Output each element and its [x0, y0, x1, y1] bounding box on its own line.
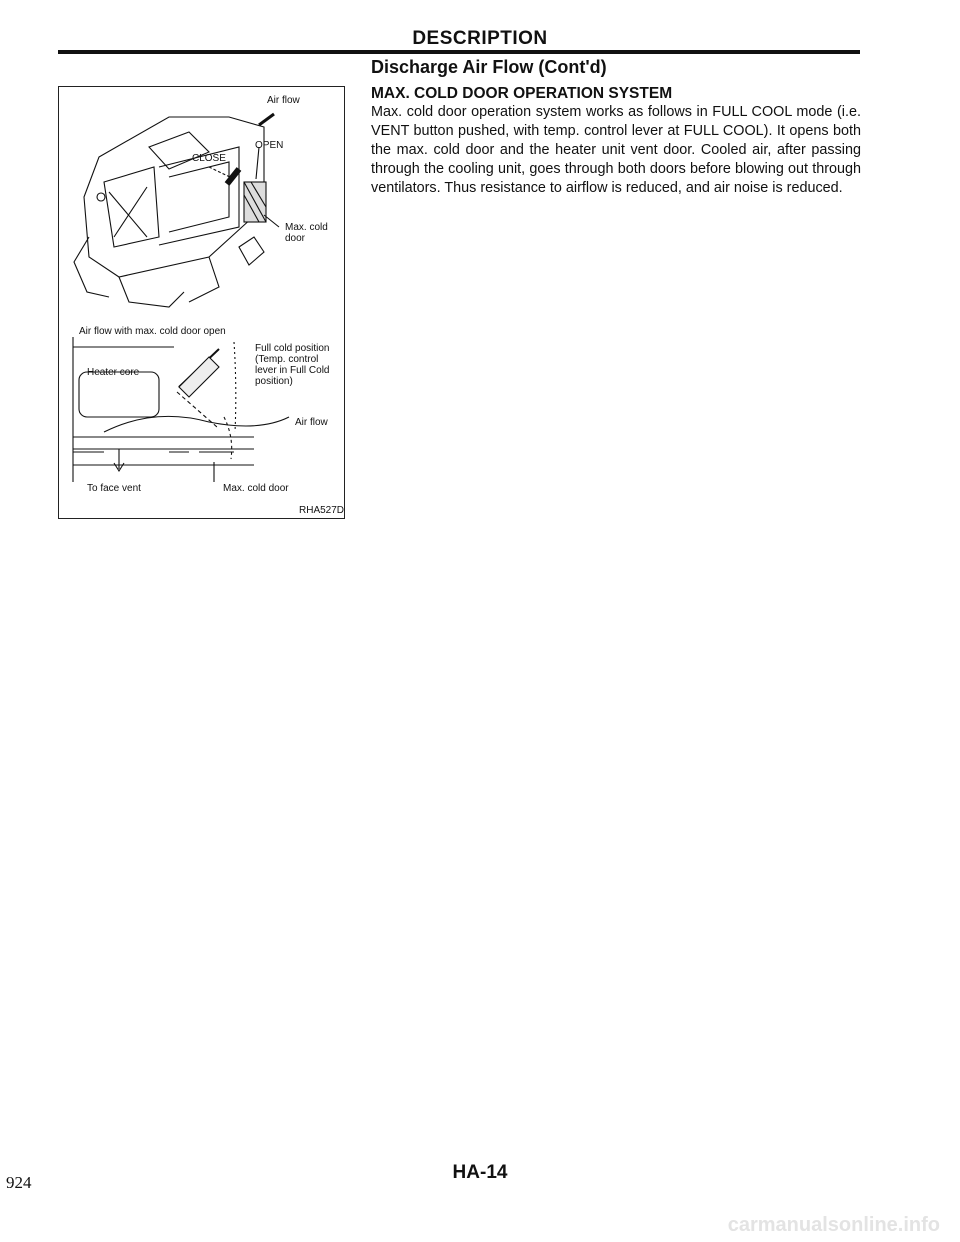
- section-heading: MAX. COLD DOOR OPERATION SYSTEM: [371, 85, 673, 102]
- heater-unit-knob: [97, 193, 105, 201]
- figure-caption: Air flow with max. cold door open: [79, 326, 226, 337]
- section-body: Max. cold door operation system works as follows in FULL COOL mode (i.e. VENT button pushed, with temp. control lever at FULL COOL). It opens both the max. cold door and the heater unit vent door. Cooled air, after passing through the cooling unit, goes through both doors before blowing out through ventilators. Thus resistance to airflow is reduced, and air noise is reduced.: [371, 104, 861, 196]
- figure-code: RHA527D: [299, 505, 345, 516]
- label-max-cold-door-bottom: Max. cold door: [223, 483, 289, 494]
- watermark: carmanualsonline.info: [727, 1214, 940, 1236]
- label-heater-core: Heater core: [87, 367, 140, 378]
- page-number: 924: [6, 1173, 32, 1192]
- air-flow-arrow-top: [259, 114, 274, 125]
- diagram-figure: [58, 86, 345, 519]
- page-code: HA-14: [452, 1162, 508, 1183]
- air-flow-curve: [104, 416, 289, 432]
- heater-core-shape: [79, 372, 159, 417]
- header-rule: [58, 50, 860, 54]
- label-full-cold: Full cold position (Temp. control lever in Full Cold position): [255, 343, 330, 387]
- label-open: OPEN: [255, 140, 284, 151]
- label-air-flow-bottom: Air flow: [295, 417, 328, 428]
- label-max-cold-door-top: Max. cold door: [285, 222, 328, 244]
- label-close: CLOSE: [192, 153, 226, 164]
- page-header: [0, 28, 960, 50]
- header-title: DESCRIPTION: [412, 28, 548, 49]
- label-air-flow-top: Air flow: [267, 95, 300, 106]
- section-subtitle: Discharge Air Flow (Cont'd): [371, 57, 607, 77]
- heater-unit-outline: [84, 117, 264, 277]
- diagram-drawing: [59, 87, 346, 520]
- heater-unit-cross: [109, 187, 147, 237]
- label-to-face-vent: To face vent: [87, 483, 141, 494]
